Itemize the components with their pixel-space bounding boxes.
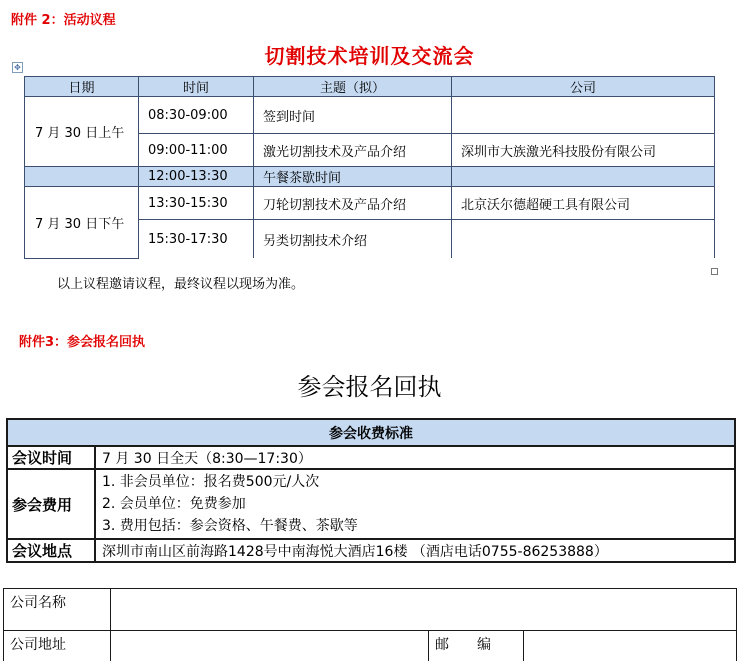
table-row [25,97,715,134]
morning-date-cell: 7 月 30 日上午 [25,97,139,167]
company-name-input[interactable] [111,589,737,631]
meeting-time-label: 会议时间 [7,446,95,469]
time-cell: 13:30-15:30 [139,187,254,220]
afternoon-date-cell: 7 月 30 日下午 [25,187,139,259]
company-address-label: 公司地址 [4,631,111,662]
topic-cell: 午餐茶歇时间 [254,167,452,187]
lunch-date-cell [25,167,139,187]
company-name-label: 公司名称 [4,589,111,631]
topic-cell: 另类切割技术介绍 [254,220,452,259]
topic-cell: 激光切割技术及产品介绍 [254,134,452,167]
fee-label: 参会费用 [7,469,95,539]
time-cell: 15:30-17:30 [139,220,254,259]
agenda-title: 切割技术培训及交流会 [264,44,475,68]
company-cell: 深圳市大族激光科技股份有限公司 [452,134,715,167]
fee-items [95,469,735,539]
company-cell: 北京沃尔德超硬工具有限公司 [452,187,715,220]
agenda-table [24,76,715,259]
header-topic: 主题（拟） [254,77,452,97]
fee-header: 参会收费标准 [7,419,735,446]
location-value: 深圳市南山区前海路1428号中南海悦大酒店16楼 （酒店电话0755-86253888） [95,539,735,562]
fee-item: 2. 会员单位：免费参加 [102,496,246,512]
header-time: 时间 [139,77,254,97]
time-cell: 08:30-09:00 [139,97,254,134]
postcode-label: 邮 编 [429,631,524,662]
lunch-row [25,167,715,187]
agenda-note: 以上议程邀请议程，最终议程以现场为准。 [57,277,305,292]
company-cell [452,167,715,187]
time-cell: 09:00-11:00 [139,134,254,167]
time-cell: 12:00-13:30 [139,167,254,187]
header-company: 公司 [452,77,715,97]
annex3-label: 附件3：参会报名回执 [19,335,146,350]
company-info-table [3,588,737,661]
topic-cell: 签到时间 [254,97,452,134]
postcode-input[interactable] [524,631,737,662]
location-label: 会议地点 [7,539,95,562]
fee-table [6,418,736,563]
meeting-time-value: 7 月 30 日全天（8:30—17:30） [95,446,735,469]
header-date: 日期 [25,77,139,97]
fee-item: 3. 费用包括：参会资格、午餐费、茶歇等 [102,518,358,534]
company-cell [452,220,715,259]
receipt-title: 参会报名回执 [297,373,442,401]
table-move-handle-icon[interactable]: ✥ [12,62,23,73]
annex2-label: 附件 2：活动议程 [11,13,116,28]
agenda-header-row [25,77,715,97]
company-cell [452,97,715,134]
company-address-input[interactable] [111,631,429,662]
table-resize-handle-icon[interactable] [711,268,718,275]
table-row [25,187,715,220]
fee-item: 1. 非会员单位：报名费500元/人次 [102,474,320,490]
topic-cell: 刀轮切割技术及产品介绍 [254,187,452,220]
